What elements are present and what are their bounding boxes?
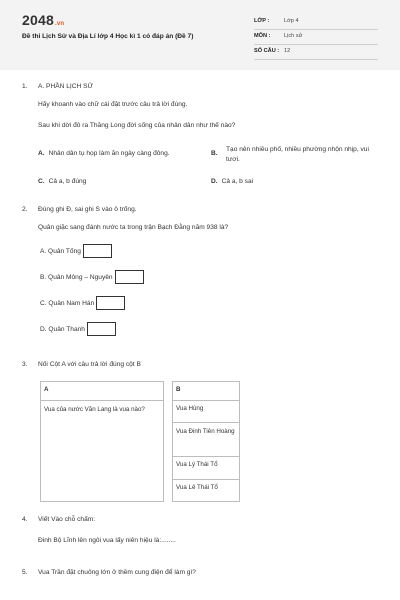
question-4-text[interactable]: Đinh Bộ Lĩnh lên ngôi vua lấy niên hiệu là:........: [38, 537, 176, 544]
meta-count-label: SỐ CÂU :: [254, 48, 280, 54]
meta-count-row: [254, 44, 378, 60]
question-3-instruction: Nối Cột A với câu trả lời đúng cột B: [38, 361, 141, 368]
q1-option-b-text[interactable]: Tạo nên nhiều phố, nhiều phường nhộn nhịp, vui tươi.: [226, 146, 369, 163]
question-4-instruction: Viết Vào chỗ chấm:: [38, 516, 96, 523]
column-b-item-2[interactable]: Vua Đinh Tiên Hoàng: [173, 423, 240, 457]
meta-subject-label: MÔN :: [254, 33, 271, 39]
q2-option-c-answer-box[interactable]: [96, 296, 125, 310]
column-gap-body: [164, 401, 173, 502]
q2-option-b-text: B. Quân Mông – Nguyên: [40, 273, 113, 281]
meta-subject-value: Lịch sử: [284, 33, 303, 39]
question-4-number: 4.: [22, 516, 28, 523]
question-2-instruction: Đúng ghi Đ, sai ghi S vào ô trống.: [38, 206, 137, 213]
worksheet-header: [0, 0, 400, 70]
question-1-heading: A. PHẦN LỊCH SỬ: [38, 83, 94, 90]
q2-option-a-answer-box[interactable]: [83, 244, 112, 258]
q1-option-b-letter-wrap[interactable]: [211, 150, 222, 157]
question-4-header: [0, 516, 400, 526]
column-gap: [164, 382, 173, 401]
meta-class-row: [254, 14, 378, 30]
q2-option-a-text: A. Quân Tống: [40, 247, 81, 255]
meta-subject-row: [254, 29, 378, 45]
meta-class-value: Lớp 4: [284, 18, 299, 24]
question-3-header: [0, 361, 400, 371]
question-5-text: Vua Trần đặt chuông lớn ở thềm cung điện để làm gì?: [38, 569, 196, 576]
question-2-number: 2.: [22, 206, 28, 213]
question-1-text: Sau khi dời đô ra Thăng Long đời sống của nhân dân như thế nào?: [38, 122, 236, 129]
question-1-number: 1.: [22, 83, 28, 90]
q2-option-c-text: C. Quân Nam Hán: [40, 299, 95, 307]
q2-option-b: [40, 270, 144, 284]
logo-text: 2048: [22, 12, 54, 28]
question-3-number: 3.: [22, 361, 28, 368]
column-b-item-1[interactable]: Vua Hùng: [173, 401, 240, 423]
column-a-item[interactable]: Vua của nước Văn Lang là vua nào?: [41, 401, 164, 502]
q2-option-a: [40, 244, 112, 258]
q1-option-a-letter: A.: [38, 150, 45, 157]
question-2-header: [0, 206, 400, 216]
column-a-header: A: [41, 382, 164, 401]
q2-option-d: [40, 322, 116, 336]
column-b-header: B: [173, 382, 240, 401]
page-title: Đề thi Lịch Sử và Địa Lí lớp 4 Học kì 1 có đáp án (Đề 7): [22, 33, 194, 40]
meta-count-value: 12: [284, 48, 291, 54]
column-b-item-4[interactable]: Vua Lê Thái Tổ: [173, 479, 240, 501]
question-1-header: [0, 83, 400, 93]
q1-option-a[interactable]: [38, 150, 170, 157]
site-logo[interactable]: [22, 12, 64, 28]
question-2-text: Quân giặc sang đánh nước ta trong trận Bạch Đằng năm 938 là?: [38, 224, 229, 231]
q1-option-b-letter: B.: [211, 150, 218, 157]
q1-option-c[interactable]: [38, 178, 86, 185]
q1-option-a-text: Nhân dân tụ họp làm ăn ngày càng đông.: [48, 150, 170, 157]
q2-option-c: [40, 296, 125, 310]
matching-table: [40, 381, 240, 502]
q1-option-d-letter: D.: [211, 178, 218, 185]
logo-suffix: .vn: [54, 21, 65, 27]
question-1-instruction: Hãy khoanh vào chữ cái đặt trước câu trả lời đúng.: [38, 101, 188, 108]
q1-option-d-text: Cả a, b sai: [221, 178, 254, 185]
q2-option-d-answer-box[interactable]: [87, 322, 116, 336]
q2-option-b-answer-box[interactable]: [115, 270, 144, 284]
q1-option-c-letter: C.: [38, 178, 45, 185]
column-b-item-3[interactable]: Vua Lý Thái Tổ: [173, 457, 240, 479]
meta-class-label: LỚP :: [254, 18, 270, 24]
q1-option-d[interactable]: [211, 178, 253, 185]
q2-option-d-text: D. Quân Thanh: [40, 325, 85, 333]
question-5-number: 5.: [22, 569, 28, 576]
question-5-header: [0, 569, 400, 579]
q1-option-c-text: Cả a, b đúng: [48, 178, 87, 185]
